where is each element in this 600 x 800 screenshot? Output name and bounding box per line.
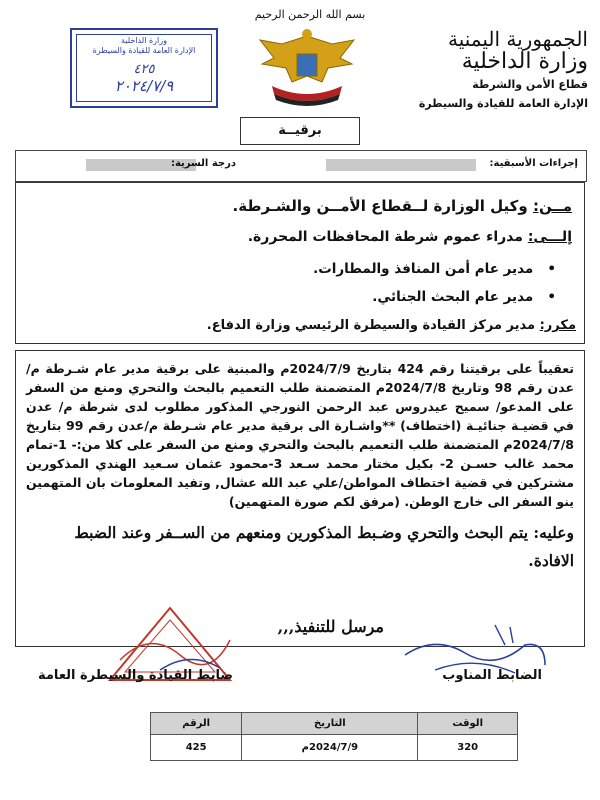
col-header-time: الوقت bbox=[418, 713, 518, 735]
cc-line bbox=[207, 318, 576, 333]
bullet-item bbox=[372, 289, 556, 305]
cell-number: 425 bbox=[151, 735, 242, 761]
info-row bbox=[15, 150, 587, 182]
secrecy-field bbox=[326, 159, 476, 171]
sector-name: قطاع الأمن والشرطة bbox=[472, 78, 588, 91]
received-stamp bbox=[70, 28, 218, 108]
body-paragraph: تعقيباً على برقيتنا رقم 424 بتاريخ 2024/7/9م والمبنية على برقية مدير عام شـرطة م/عدن رقم 98 وتاريخ 2024/7/8م المتضمنة طلب التعميم بالبحث والتحري ومنع من السفر على المدعو/ سميح عيدروس عبد الرحمن النورجي المذكور مطلوب لدى شرطة م/ عدن في قضيـة جنائيـة (اختطاف) **واشـارة الى برقية مدير عام شـرطة م/عدن رقم 99 بتاريخ 2024/7/8م المتضمنة طلب التعميم بالبحث والتحري ومنع من السفر على كلا من:- 1-تمام محمد غالب حسـن 2- بكيل مختار محمد سـعد 3-محمود عثمان سـعيد الهندي المذكورين مشتركين في قضية اختطاف المواطن/علي عبد الله عشال, وتفيد المعلومات بان المتهمين ينو السفر الى خارج الوطن. (مرفق لكم صورة المتهمين) bbox=[26, 361, 575, 509]
from-line bbox=[233, 197, 572, 215]
letterhead bbox=[408, 28, 588, 110]
from-label: مــن: bbox=[532, 197, 572, 215]
to-value: مدراء عموم شرطة المحافظات المحررة. bbox=[247, 229, 523, 245]
bullet-text: مدير عام أمن المنافذ والمطارات. bbox=[313, 261, 534, 277]
to-line bbox=[248, 229, 572, 245]
stamp-date: ٢٠٢٤/٧/٩ bbox=[114, 77, 174, 95]
bullet-icon: • bbox=[537, 289, 556, 305]
bullet-text: مدير عام البحث الجنائي. bbox=[372, 289, 534, 305]
from-value: وكيل الوزارة لــقطاع الأمــن والشـرطة. bbox=[232, 197, 528, 215]
stamp-department: الإدارة العامة للقيادة والسيطرة bbox=[92, 46, 196, 55]
cc-label: مكرر: bbox=[539, 318, 576, 333]
precedence-label: إجراءات الأسبقية: bbox=[489, 158, 578, 169]
table-header-row bbox=[151, 713, 518, 735]
sent-for-execution: مرسل للتنفيذ,,, bbox=[277, 617, 384, 636]
conclusion: وعليه: يتم البحث والتحري وضـبط المذكورين ومنعهم من الســفر وعند الضبط الافادة. bbox=[74, 523, 574, 570]
bullet-icon: • bbox=[537, 261, 556, 277]
ministry-name: وزارة الداخلية bbox=[461, 49, 588, 74]
col-header-date: التاريخ bbox=[242, 713, 418, 735]
cell-date: 2024/7/9م bbox=[242, 735, 418, 761]
basmala: بسم الله الرحمن الرحيم bbox=[254, 8, 366, 21]
cc-value: مدير مركز القيادة والسيطرة الرئيسي وزارة الدفاع. bbox=[206, 318, 536, 333]
republic-name: الجمهورية اليمنية bbox=[447, 27, 588, 51]
dispatch-table bbox=[150, 712, 518, 761]
stamp-number: ٤٢٥ bbox=[133, 62, 155, 77]
stamp-ministry: وزارة الداخلية bbox=[121, 36, 167, 45]
document-type-box: برقيــة bbox=[240, 117, 360, 145]
to-label: إلـــى: bbox=[527, 229, 572, 245]
yemen-eagle-emblem bbox=[252, 24, 362, 114]
signature-left-title: ضابط القيادة والسيطرة العامة bbox=[38, 668, 233, 683]
addressee-box bbox=[15, 182, 585, 344]
col-header-number: الرقم bbox=[151, 713, 242, 735]
secrecy-label: درجة السرية: bbox=[170, 158, 236, 169]
table-row bbox=[151, 735, 518, 761]
signature-right-title: الضابط المناوب bbox=[442, 668, 542, 683]
bullet-item bbox=[313, 261, 556, 277]
cell-time: 320 bbox=[418, 735, 518, 761]
department-name: الإدارة العامة للقيادة والسيطرة bbox=[418, 97, 588, 110]
